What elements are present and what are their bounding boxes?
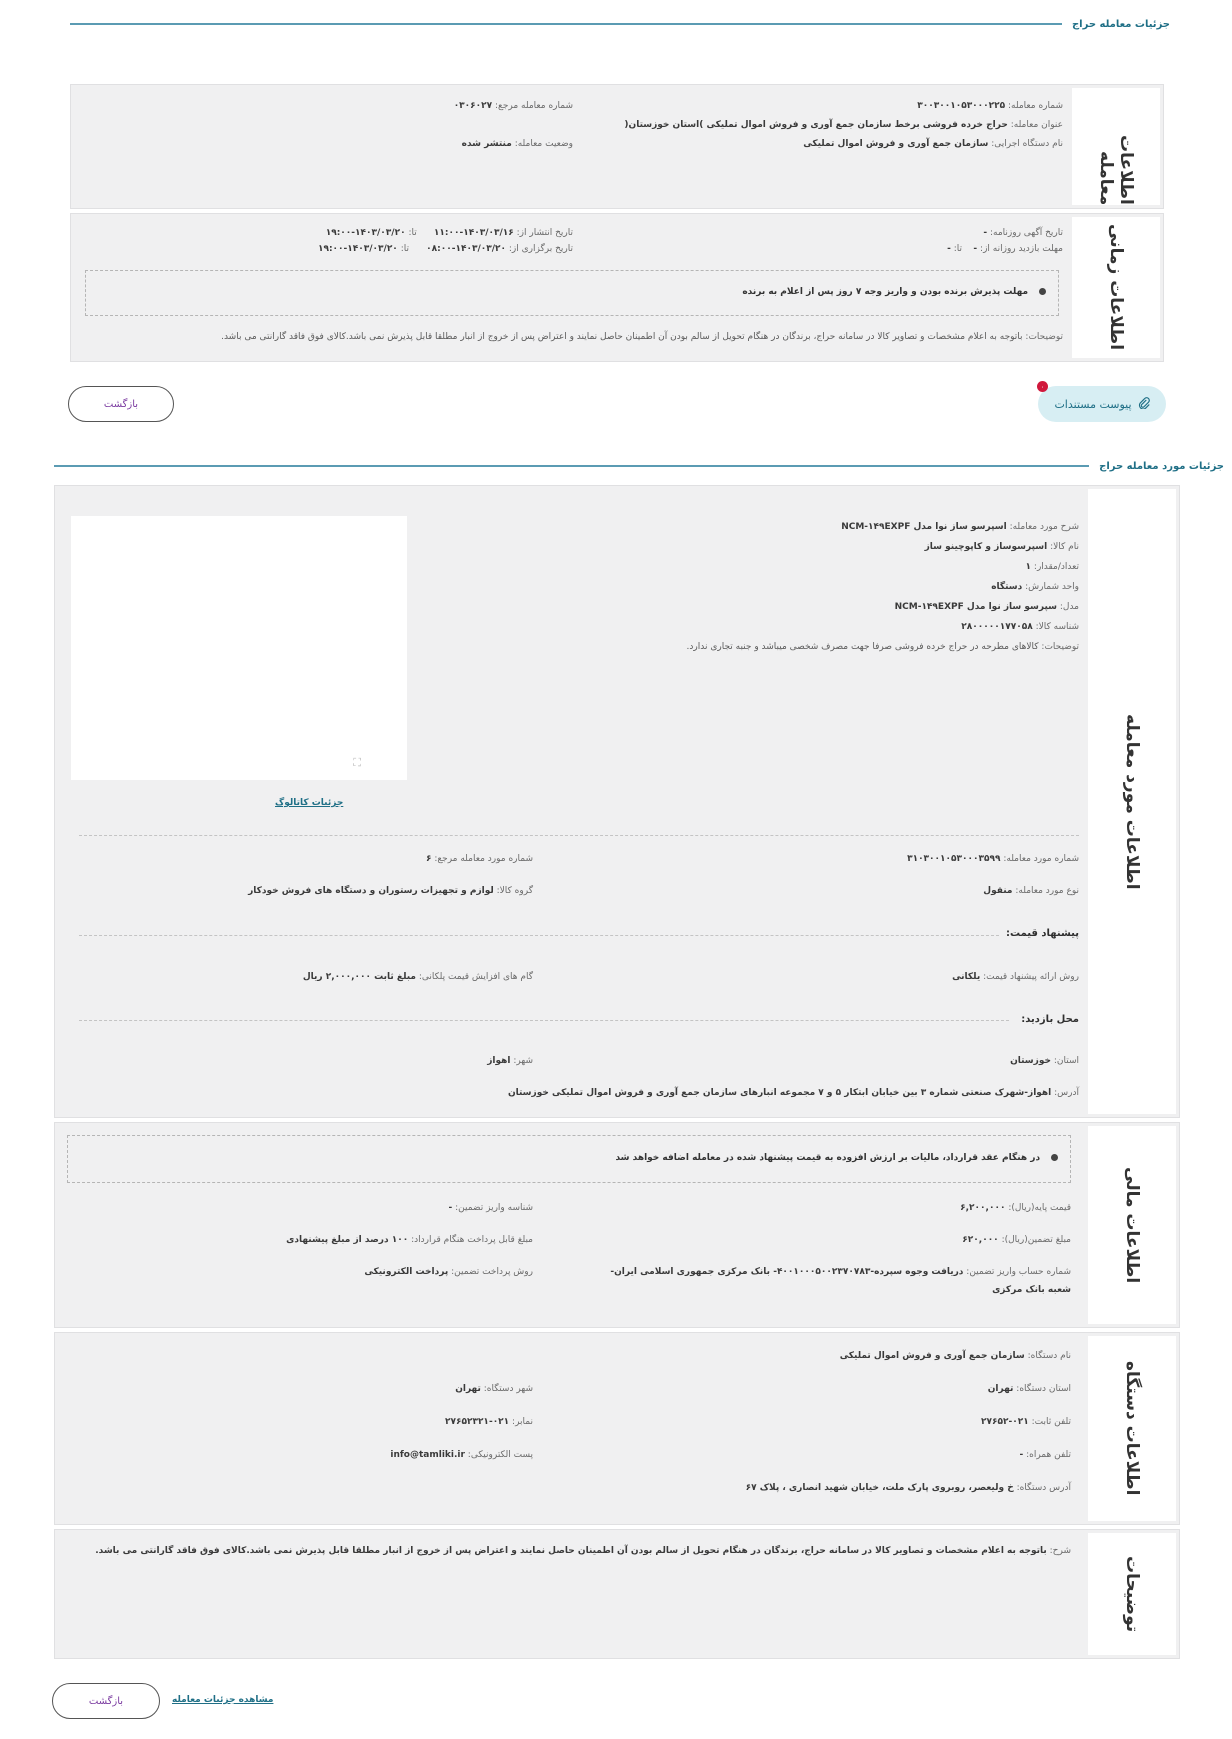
- side-title: اطلاعات مورد معامله: [1122, 713, 1142, 890]
- deal-number: ۳۰۰۳۰۰۱۰۵۳۰۰۰۲۲۵: [917, 101, 1006, 111]
- city-row: شهر: اهواز: [487, 1056, 533, 1066]
- model-row: مدل: سپرسو ساز نوا مدل NCM-۱۴۹EXPF: [894, 602, 1079, 612]
- pay-method-row: روش پرداخت تضمین: پرداخت الکترونیکی: [364, 1267, 533, 1277]
- catalog-link-wrap: [275, 798, 343, 808]
- goods-id-row: شناسه کالا: ۲۸۰۰۰۰۰۱۷۷۰۵۸: [961, 622, 1079, 632]
- desc-panel: [54, 1529, 1180, 1659]
- attach-label: پیوست مستندات: [1054, 397, 1132, 411]
- org-info-side: [1088, 1336, 1176, 1521]
- org-name-row: نام دستگاه: سازمان جمع آوری و فروش اموال تملیکی: [839, 1351, 1071, 1361]
- divider: [79, 835, 1079, 836]
- section-title: جزئیات مورد معامله حراج: [1099, 460, 1224, 472]
- view-deal-link-wrap: [172, 1695, 273, 1705]
- ref-number-row: شماره معامله مرجع: ۰۳۰۶۰۲۷: [453, 101, 573, 111]
- item-note-row: توضیحات: کالاهای مطرحه در حراج خرده فروشی صرفا جهت مصرف شخصی میباشد و جنبه تجاری ندارد.: [686, 642, 1079, 652]
- product-image[interactable]: [71, 516, 407, 780]
- side-title: اطلاعات زمانی: [1106, 224, 1126, 351]
- side-title: اطلاعات مالی: [1122, 1166, 1142, 1284]
- address-row: آدرس: اهواز-شهرک صنعتی شماره ۳ بین خیابان ابتکار ۵ و ۷ مجموعه انبارهای سازمان جمع آوری و فروش اموال تملیکی خوزستان: [507, 1088, 1079, 1098]
- section-title: جزئیات معامله حراج: [1071, 18, 1170, 30]
- deal-info-side: [1072, 88, 1160, 205]
- base-price-row: قیمت پایه(ریال): ۶,۲۰۰,۰۰۰: [960, 1203, 1071, 1213]
- item-number-row: شماره مورد معامله: ۳۱۰۳۰۰۱۰۵۳۰۰۰۳۵۹۹: [907, 854, 1079, 864]
- account-branch-row: شعبه بانک مرکزی: [992, 1285, 1071, 1295]
- deal-number-row: شماره معامله: ۳۰۰۳۰۰۱۰۵۳۰۰۰۲۲۵: [917, 101, 1063, 111]
- price-offer-heading: پیشنهاد قیمت:: [1006, 928, 1079, 939]
- deal-title-row: عنوان معامله: حراج خرده فروشی برخط سازمان جمع آوری و فروش اموال تملیکی )استان خوزستان(: [624, 120, 1063, 130]
- group-row: گروه کالا: لوازم و تجهیزات رستوران و دستگاه های فروش خودکار: [248, 886, 533, 896]
- notice-text: مهلت پذیرش برنده بودن و واریز وجه ۷ روز پس از اعلام به برنده: [742, 287, 1029, 297]
- province-row: استان: خوزستان: [1010, 1056, 1079, 1066]
- time-info-side: [1072, 217, 1160, 358]
- org-info-panel: [54, 1332, 1180, 1525]
- finance-info-side: [1088, 1126, 1176, 1324]
- qty-row: تعداد/مقدار: ۱: [1025, 562, 1079, 572]
- notice-row: [615, 1153, 1058, 1163]
- item-info-panel: [54, 485, 1180, 1118]
- item-desc-row: شرح مورد معامله: اسپرسو ساز نوا مدل NCM-۱۴۹EXPF: [841, 522, 1079, 532]
- notice-box: [67, 1135, 1071, 1183]
- deal-details-heading: [70, 16, 1170, 32]
- divider: [79, 1020, 1009, 1021]
- desc-side: [1088, 1533, 1176, 1655]
- notice-box: [85, 270, 1059, 316]
- expand-icon[interactable]: ⛶: [353, 756, 361, 769]
- back-button[interactable]: بازگشت: [52, 1683, 160, 1719]
- phone-row: تلفن ثابت: ۰۲۱-۲۷۶۵۲: [981, 1417, 1071, 1427]
- divider: [54, 465, 1089, 467]
- item-ref-row: شماره مورد معامله مرجع: ۶: [425, 854, 533, 864]
- notice-row: [742, 287, 1046, 297]
- email-row: پست الکترونیکی: info@tamliki.ir: [390, 1450, 533, 1460]
- visit-place-heading: محل بازدید:: [1021, 1014, 1079, 1025]
- item-type-row: نوع مورد معامله: منقول: [983, 886, 1079, 896]
- account-row: شماره حساب واریز تضمین: دریافت وجوه سپرده-۴۰۰۱۰۰۰۵۰۰۲۳۷۰۷۸۳- بانک مرکزی جمهوری اسلامی ایران-: [610, 1267, 1071, 1277]
- visit-row: مهلت بازدید روزانه از: - تا: -: [947, 244, 1063, 254]
- publish-row: تاریخ انتشار از: ۱۴۰۳/۰۳/۱۶-۱۱:۰۰ تا: ۱۴۰۳/۰۳/۲۰-۱۹:۰۰: [325, 228, 573, 238]
- step-row: گام های افزایش قیمت پلکانی: مبلغ ثابت ۲,۰۰۰,۰۰۰ ریال: [302, 972, 533, 982]
- time-info-panel: [70, 213, 1164, 362]
- item-details-heading: [54, 458, 1224, 474]
- attachment-count-badge: ۰: [1037, 381, 1048, 392]
- bullet-icon: [1051, 1154, 1058, 1161]
- org-city-row: شهر دستگاه: تهران: [455, 1384, 533, 1394]
- ref-number: ۰۳۰۶۰۲۷: [453, 101, 493, 111]
- newspaper-row: تاریخ آگهی روزنامه: -: [983, 228, 1063, 238]
- back-button[interactable]: بازگشت: [68, 386, 174, 422]
- deal-title: حراج خرده فروشی برخط سازمان جمع آوری و فروش اموال تملیکی )استان خوزستان(: [624, 120, 1008, 130]
- status-row: وضعیت معامله: منتشر شده: [461, 139, 573, 149]
- tax-notice: در هنگام عقد قرارداد، مالیات بر ارزش افزوده به قیمت پیشنهاد شده در معامله اضافه خواهد شد: [615, 1153, 1041, 1163]
- status-value: منتشر شده: [461, 139, 512, 149]
- side-title: اطلاعات دستگاه: [1122, 1361, 1142, 1496]
- item-info-side: [1088, 489, 1176, 1114]
- executor-row: نام دستگاه اجرایی: سازمان جمع آوری و فروش اموال تملیکی: [803, 139, 1063, 149]
- guarantee-amount-row: مبلغ تضمین(ریال): ۶۲۰,۰۰۰: [962, 1235, 1071, 1245]
- contract-pay-row: مبلغ قابل پرداخت هنگام قرارداد: ۱۰۰ درصد از مبلغ پیشنهادی: [286, 1235, 533, 1245]
- desc-row: شرح: باتوجه به اعلام مشخصات و تصاویر کالا در سامانه حراج، برندگان در هنگام تحویل از سالم بودن آن اطمینان حاصل نمایند و اعتراض پس از خروج از انبار مطلقا قابل پذیرش نمی باشد.کالای فوق فاقد گارانتی می باشد.: [95, 1546, 1071, 1556]
- bullet-icon: [1039, 288, 1046, 295]
- goods-name-row: نام کالا: اسپرسوساز و کاپوچینو ساز: [924, 542, 1079, 552]
- org-province-row: استان دستگاه: تهران: [987, 1384, 1071, 1394]
- catalog-details-link[interactable]: جزئیات کاتالوگ: [275, 798, 344, 808]
- side-title: توضیحات: [1122, 1555, 1142, 1633]
- time-desc: باتوجه به اعلام مشخصات و تصاویر کالا در سامانه حراج، برندگان در هنگام تحویل از سالم بودن آن اطمینان حاصل نمایند و اعتراض پس از خروج از انبار مطلقا قابل پذیرش نمی باشد.کالای فوق فاقد گارانتی می باشد.: [221, 332, 1023, 342]
- side-title: اطلاعات معامله: [1096, 135, 1136, 205]
- fax-row: نمابر: ۰۲۱-۲۷۶۵۲۳۲۱: [444, 1417, 533, 1427]
- guarantee-id-row: شناسه واریز تضمین: -: [448, 1203, 533, 1213]
- unit-row: واحد شمارش: دستگاه: [991, 582, 1079, 592]
- finance-info-panel: [54, 1122, 1180, 1328]
- deal-info-panel: [70, 84, 1164, 209]
- divider: [70, 23, 1062, 25]
- attach-documents-button[interactable]: [1038, 386, 1166, 422]
- hold-row: تاریخ برگزاری از: ۱۴۰۳/۰۳/۲۰-۰۸:۰۰ تا: ۱۴۰۳/۰۳/۲۰-۱۹:۰۰: [317, 244, 573, 254]
- mobile-row: تلفن همراه: -: [1019, 1450, 1071, 1460]
- org-address-row: آدرس دستگاه: خ ولیعصر، روبروی پارک ملت، خیابان شهید انصاری ، پلاک ۶۷: [745, 1483, 1071, 1493]
- offer-method-row: روش ارائه پیشنهاد قیمت: یلکانی: [952, 972, 1079, 982]
- view-deal-details-link[interactable]: مشاهده جزئیات معامله: [172, 1695, 274, 1705]
- time-desc-row: توضیحات: باتوجه به اعلام مشخصات و تصاویر کالا در سامانه حراج، برندگان در هنگام تحویل از سالم بودن آن اطمینان حاصل نمایند و اعتراض پس از خروج از انبار مطلقا قابل پذیرش نمی باشد.کالای فوق فاقد گارانتی می باشد.: [221, 332, 1063, 342]
- paperclip-icon: [1138, 397, 1150, 412]
- executor: سازمان جمع آوری و فروش اموال تملیکی: [803, 139, 989, 149]
- divider: [79, 935, 999, 936]
